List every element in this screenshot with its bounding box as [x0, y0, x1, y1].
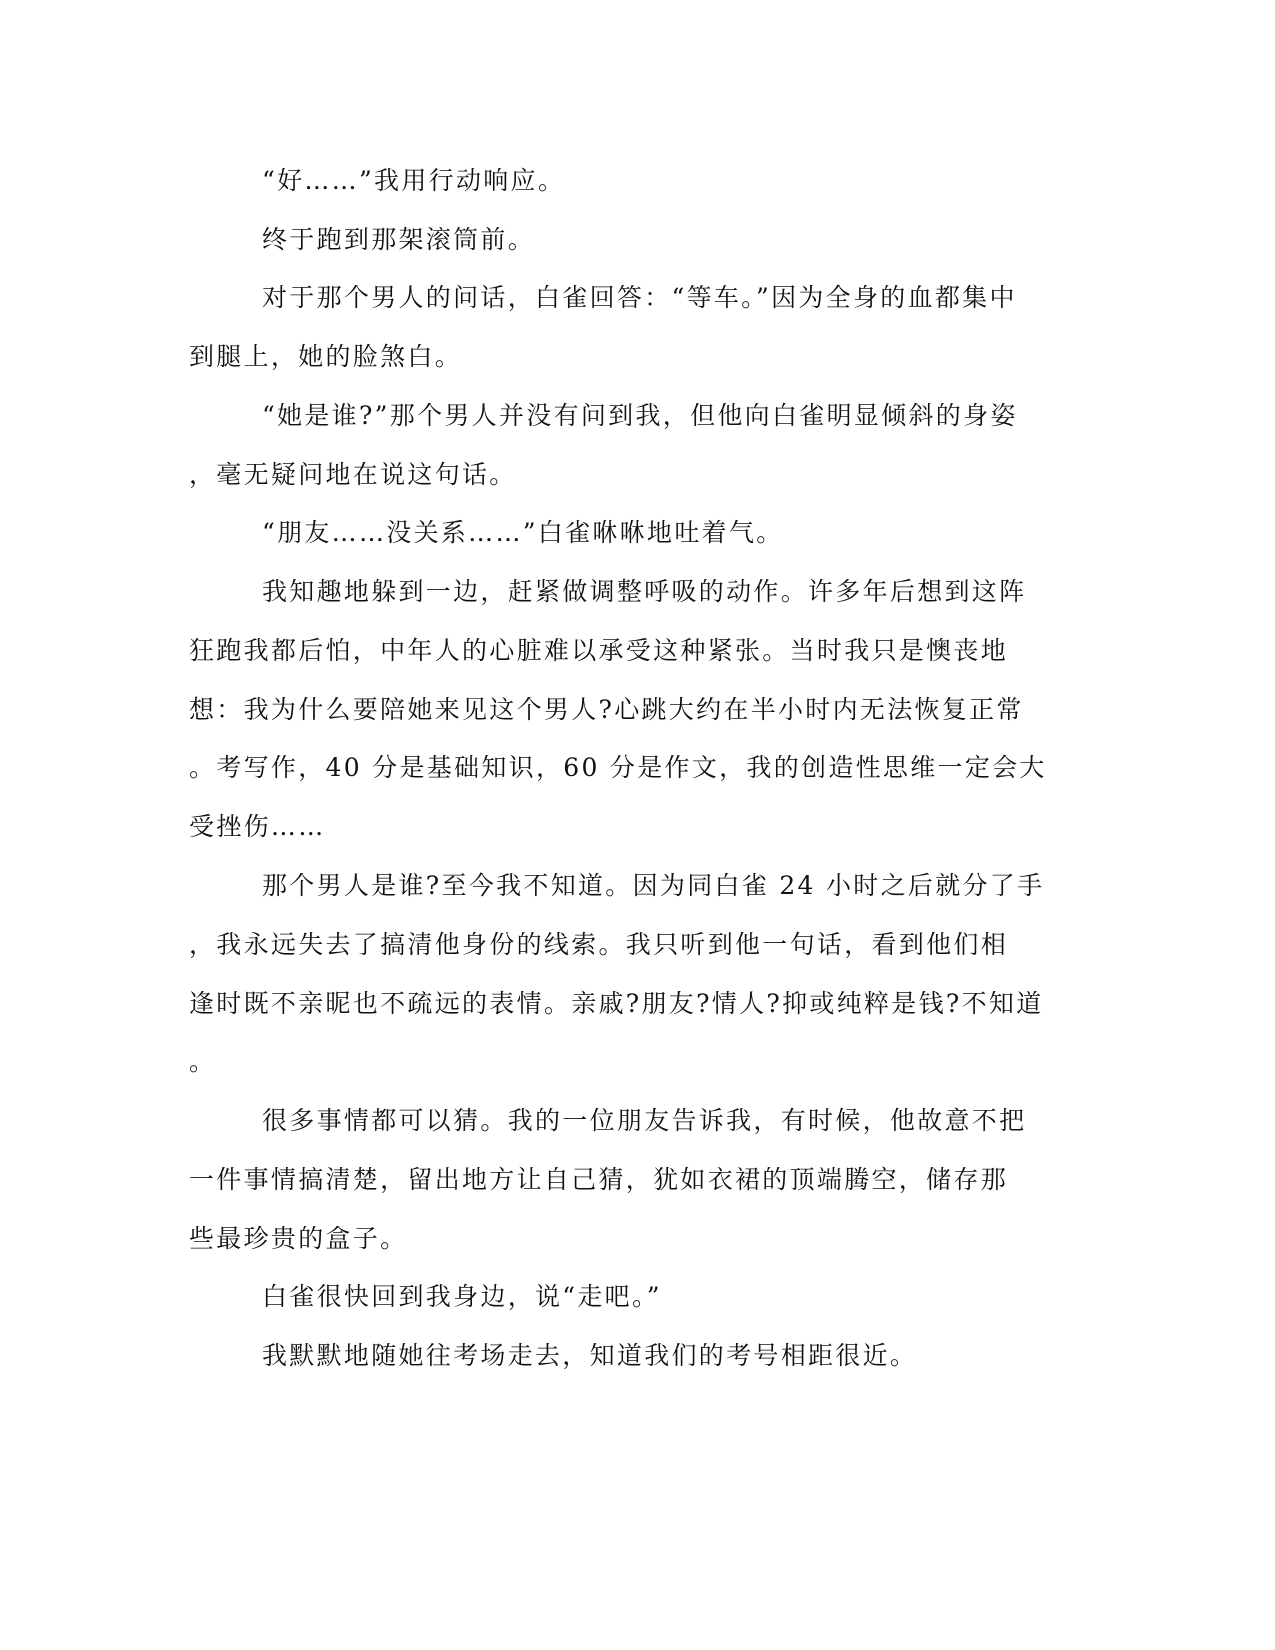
- text-line: “好……”我用行动响应。: [262, 166, 566, 195]
- text-line: ，我永远失去了搞清他身份的线索。我只听到他一句话，看到他们相: [189, 930, 1009, 959]
- text-line: 一件事情搞清楚，留出地方让自己猜，犹如衣裙的顶端腾空，储存那: [189, 1165, 1009, 1194]
- text-line: “她是谁?”那个男人并没有问到我，但他向白雀明显倾斜的身姿: [262, 401, 1018, 430]
- text-line: 。: [189, 1047, 217, 1076]
- text-line: 些最珍贵的盒子。: [189, 1224, 408, 1253]
- text-line: “朋友……没关系……”白雀咻咻地吐着气。: [262, 518, 784, 547]
- text-line: 受挫伤……: [189, 812, 326, 841]
- text-line: 。考写作，40 分是基础知识，60 分是作文，我的创造性思维一定会大: [189, 753, 1047, 782]
- text-line: 那个男人是谁?至今我不知道。因为同白雀 24 小时之后就分了手: [262, 871, 1045, 900]
- text-line: 很多事情都可以猜。我的一位朋友告诉我，有时候，他故意不把: [262, 1106, 1027, 1135]
- text-line: 我知趣地躲到一边，赶紧做调整呼吸的动作。许多年后想到这阵: [262, 577, 1027, 606]
- text-line: 白雀很快回到我身边，说“走吧。”: [262, 1282, 662, 1311]
- text-line: 我默默地随她往考场走去，知道我们的考号相距很近。: [262, 1341, 918, 1370]
- text-line: 到腿上，她的脸煞白。: [189, 342, 463, 371]
- text-line: 逢时既不亲昵也不疏远的表情。亲戚?朋友?情人?抑或纯粹是钱?不知道: [189, 989, 1044, 1018]
- text-line: 对于那个男人的问话，白雀回答：“等车。”因为全身的血都集中: [262, 283, 1017, 312]
- text-line: 想：我为什么要陪她来见这个男人?心跳大约在半小时内无法恢复正常: [189, 695, 1024, 724]
- text-line: ，毫无疑问地在说这句话。: [189, 460, 517, 489]
- text-line: 终于跑到那架滚筒前。: [262, 225, 536, 254]
- text-line: 狂跑我都后怕，中年人的心脏难以承受这种紧张。当时我只是懊丧地: [189, 636, 1009, 665]
